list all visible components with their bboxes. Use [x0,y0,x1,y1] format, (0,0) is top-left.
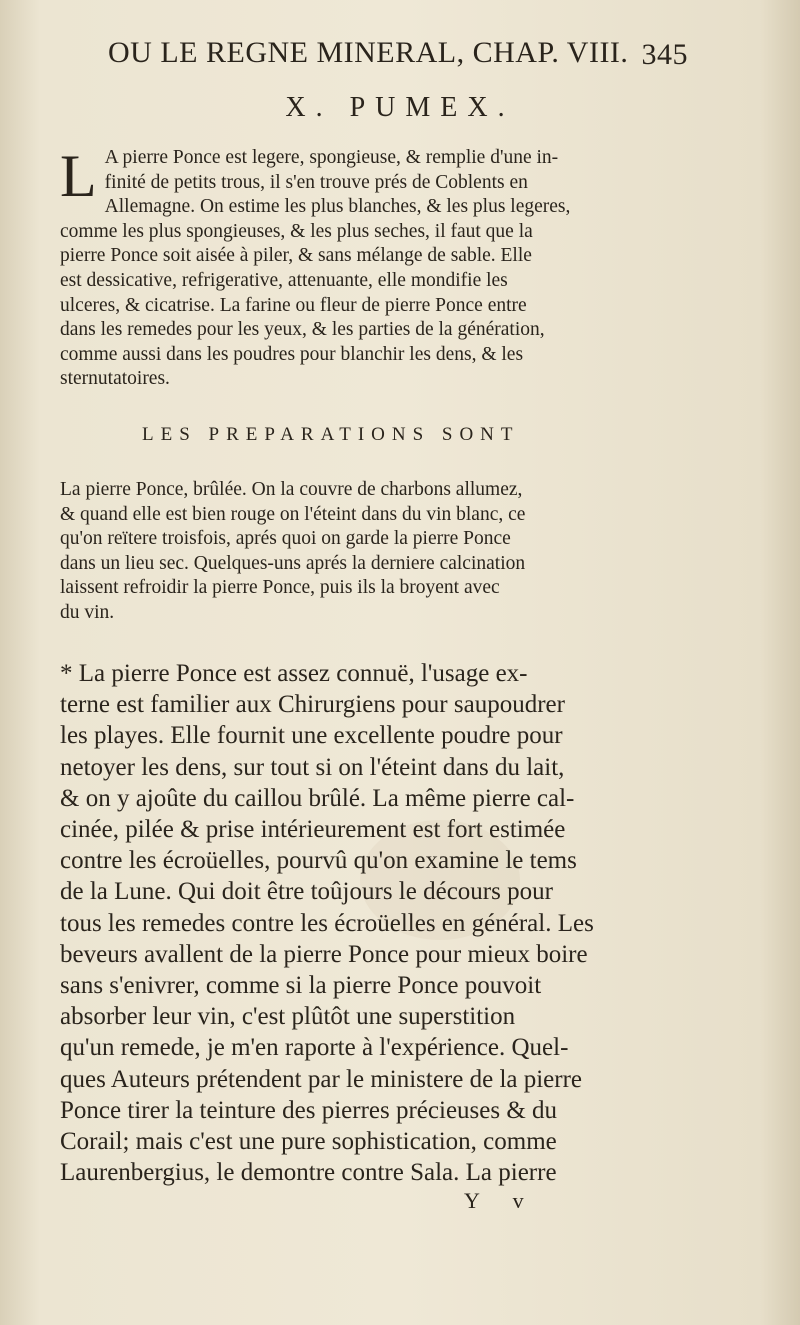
text-line: beveurs avallent de la pierre Ponce pour mieux boire [60,940,588,968]
text-line: netoyer les dens, sur tout si on l'éteint dans du lait, [60,753,565,781]
drop-cap: L [60,143,97,209]
text-line: ulceres, & cicatrise. La farine ou fleur de pierre Ponce entre [60,294,527,316]
text-line: dans un lieu sec. Quelques-uns aprés la derniere calcination [60,552,526,574]
text-line: Laurenbergius, le demontre contre Sala. La pierre [60,1159,557,1187]
text-line: terne est familier aux Chirurgiens pour saupoudrer [60,691,565,719]
text-line: du vin. [60,601,115,623]
text-line: qu'on reïtere troisfois, aprés quoi on garde la pierre Ponce [60,528,511,550]
paragraph-preparations [60,478,672,626]
text-line: contre les écroüelles, pourvû qu'on examine le tems [60,847,577,875]
text-line: est dessicative, refrigerative, attenuante, elle mondifie les [60,269,508,291]
text-line: Ponce tirer la teinture des pierres précieuses & du [60,1096,558,1124]
text-line: A pierre Ponce est legere, spongieuse, & remplie d'une in- [104,147,559,168]
text-line: & quand elle est bien rouge on l'éteint dans du vin blanc, ce [60,503,526,525]
text-line: de la Lune. Qui doit être toûjours le décours pour [60,878,553,906]
text-line: les playes. Elle fournit une excellente poudre pour [60,722,563,750]
text-line: laissent refroidir la pierre Ponce, puis ils la broyent avec [60,577,500,599]
signature-mark: Y v [464,1188,538,1213]
preparations-heading: LES PREPARATIONS SONT [142,424,520,445]
text-line: absorber leur vin, c'est plûtôt une superstition [60,1003,516,1031]
page-number: 345 [641,38,688,71]
text-line: comme les plus spongieuses, & les plus seches, il faut que la [60,220,533,242]
text-line: sans s'enivrer, comme si la pierre Ponce pouvoit [60,972,542,1000]
text-line: ques Auteurs prétendent par le ministere de la pierre [60,1065,583,1093]
text-line: Allemagne. On estime les plus blanches, & les plus legeres, [104,196,571,218]
text-line: & on y ajoûte du caillou brûlé. La même pierre cal- [60,784,575,812]
text-line: dans les remedes pour les yeux, & les parties de la génération, [60,319,545,341]
text-line: qu'un remede, je m'en raporte à l'expérience. Quel- [60,1034,569,1062]
text-line: finité de petits trous, il s'en trouve prés de Coblents en [104,171,528,193]
running-head-title: OU LE REGNE MINERAL, CHAP. VIII. [108,36,629,69]
section-title: X. PUMEX. [285,92,515,123]
paragraph-commentary [60,658,672,1188]
text-line: tous les remedes contre les écroüelles en général. Les [60,909,594,937]
running-head [108,36,688,86]
paragraph-description [60,143,672,392]
text-line: pierre Ponce soit aisée à piler, & sans mélange de sable. Elle [60,245,532,267]
text-line: La pierre Ponce, brûlée. On la couvre de charbons allumez, [60,479,523,500]
text-line: Corail; mais c'est une pure sophistication, comme [60,1128,557,1156]
text-line: sternutatoires. [60,368,170,390]
text-line: cinée, pilée & prise intérieurement est fort estimée [60,816,566,844]
text-line: comme aussi dans les poudres pour blanchir les dens, & les [60,343,524,365]
text-line: * La pierre Ponce est assez connuë, l'usage ex- [60,660,528,687]
